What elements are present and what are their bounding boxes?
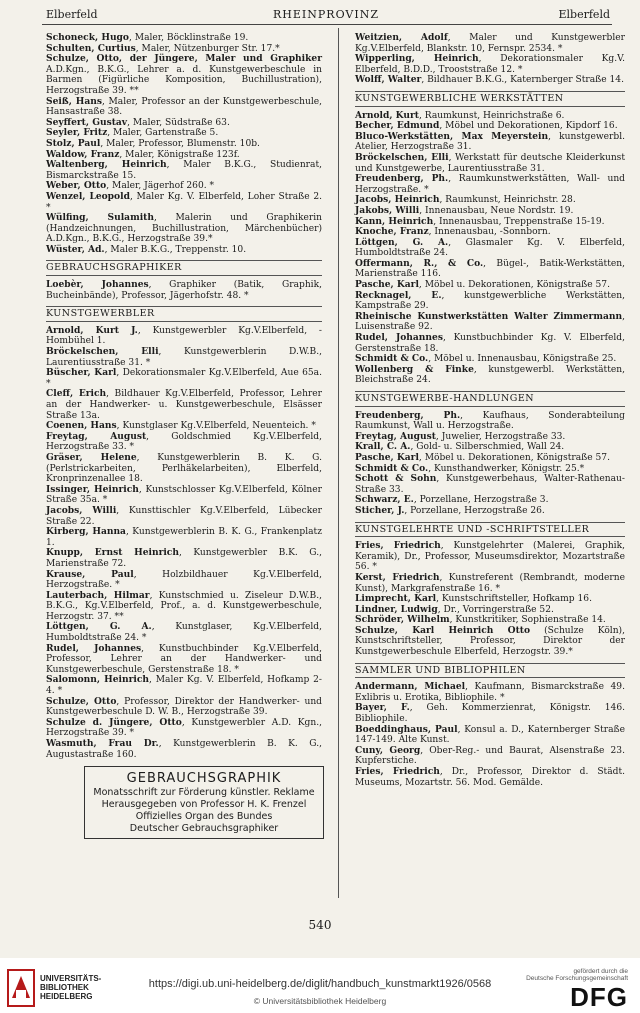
directory-entry: Wüster, Ad., Maler B.K.G., Treppenstr. 10. xyxy=(46,243,247,255)
permalink-url[interactable]: https://digi.ub.uni-heidelberg.de/diglit/handbuch_kunstmarkt1926/0568 xyxy=(148,978,492,990)
directory-entry: Lindner, Ludwig, Dr., Vorringerstraße 52. xyxy=(355,603,554,615)
section-heading-gebrauchsgraphiker: GEBRAUCHSGRAPHIKER xyxy=(46,260,322,276)
entries-kunstgewerbler xyxy=(46,326,322,760)
directory-entry: Kann, Heinrich, Innenausbau, Treppenstraße 15-19. xyxy=(355,215,605,227)
ad-line: Offizielles Organ des Bundes xyxy=(135,811,273,823)
directory-entry: Krall, C. A., Gold- u. Silberschmied, Wall 24. xyxy=(355,441,565,453)
directory-entry: Cuny, Georg, Ober-Reg.- und Baurat, Alsenstraße 23. Kupferstiche. xyxy=(355,744,625,767)
dfg-caption: Deutsche Forschungsgemeinschaft xyxy=(526,975,628,982)
directory-entry: Schmidt & Co., Möbel u. Innenausbau, Königstraße 25. xyxy=(355,353,617,365)
directory-entry: Freytag, August, Juwelier, Herzogstraße 33. xyxy=(355,430,566,442)
header-center: RHEINPROVINZ xyxy=(273,8,379,21)
advertisement-box xyxy=(84,766,324,839)
copyright-notice: © Universitätsbibliothek Heidelberg xyxy=(253,996,387,1006)
directory-entry: Schott & Sohn, Kunstgewerbehaus, Walter-Rathenau-Straße 33. xyxy=(355,473,625,495)
directory-entry: Rheinische Kunstwerkstätten Walter Zimmermann, Luisenstraße 92. xyxy=(355,310,625,333)
ad-title: GEBRAUCHSGRAPHIK xyxy=(126,771,282,787)
logo-line: HEIDELBERG xyxy=(40,992,93,1001)
section-heading-kunstgelehrte: KUNSTGELEHRTE UND -SCHRIFTSTELLER xyxy=(355,522,625,538)
directory-entry: Freudenberg, Ph., Kaufhaus, Sonderabteilung Raumkunst, Wall u. Herzogstraße. xyxy=(355,409,625,432)
running-header xyxy=(42,8,610,22)
directory-entry: Becher, Edmund, Möbel und Dekorationen, Kipdorf 16. xyxy=(355,120,618,132)
directory-entry: Bayer, F., Geh. Kommerzienrat, Königstr. 146. Bibliophile. xyxy=(355,702,625,725)
directory-entry: Waltenberg, Heinrich, Maler B.K.G., Studienrat, Bismarckstraße 15. xyxy=(46,159,322,181)
entries-maler xyxy=(46,33,322,255)
directory-entry: Rudel, Johannes, Kunstbuchbinder Kg.V.Elberfeld, Professor, Lehrer an der Handwerker- und Kunstgewerbeschule, Gerstenstraße 18. * xyxy=(46,642,323,675)
section-heading-kunstgewerbler: KUNSTGEWERBLER xyxy=(46,306,322,322)
directory-entry: Schulze d. Jüngere, Otto, Kunstgewerbler A.D. Kgn., Herzogstraße 39. * xyxy=(46,716,322,739)
directory-entry: Freytag, August, Goldschmied Kg.V.Elberfeld, Herzogstraße 33. * xyxy=(46,430,322,453)
logo-line: UNIVERSITÄTS- xyxy=(40,974,102,983)
entries-sammler xyxy=(355,682,625,788)
ad-line: Herausgegeben von Professor H. K. Frenzel xyxy=(101,799,307,811)
directory-entry: Loebèr, Johannes, Graphiker (Batik, Graphik, Bucheinbände), Professor, Jägerhofstr. 48. * xyxy=(46,279,322,301)
directory-entry: Bröckelschen, Elli, Kunstgewerblerin D.W.B., Laurentiusstraße 31. * xyxy=(46,346,322,368)
ad-line: Deutscher Gebrauchsgraphiker xyxy=(129,823,279,835)
directory-entry: Schmidt & Co., Kunsthandwerker, Königstr. 25.* xyxy=(355,462,585,474)
directory-entry: Gräser, Helene, Kunstgewerblerin B. K. G. (Perlstrickarbeiten, Perlhäkelarbeiten), Elberfeld, Kronprinzenallee 18. xyxy=(46,451,322,485)
right-column xyxy=(355,33,625,788)
entries-werkstaetten xyxy=(355,111,625,386)
directory-entry: Rudel, Johannes, Kunstbuchbinder Kg. V. Elberfeld, Gerstenstraße 18. xyxy=(355,332,625,354)
directory-entry: Schulze, Otto, Professor, Direktor der Handwerker- und Kunstgewerbeschule D. W. B., Herzogstraße 39. xyxy=(46,695,322,718)
page-number: 540 xyxy=(308,918,332,932)
directory-entry: Fries, Friedrich, Kunstgelehrter (Malerei, Graphik, Keramik), Dr., Professor, Museumsdirektor, Mozartstraße 56. * xyxy=(355,540,625,573)
directory-entry: Jacobs, Willi, Kunsttischler Kg.V.Elberfeld, Lübecker Straße 22. xyxy=(46,504,322,527)
directory-entry: Limprecht, Karl, Kunstschriftsteller, Hofkamp 16. xyxy=(355,593,592,605)
left-column xyxy=(46,33,322,839)
directory-entry: Jacobs, Heinrich, Raumkunst, Heinrichstr. 28. xyxy=(355,194,576,206)
directory-entry: Arnold, Kurt, Raumkunst, Heinrichstraße 6. xyxy=(355,109,565,121)
dfg-wordmark: DFG xyxy=(570,982,628,1012)
directory-entry: Weitzien, Adolf, Maler und Kunstgewerbler Kg.V.Elberfeld, Blankstr. 10, Fernspr. 2534. * xyxy=(355,32,625,54)
directory-entry: Recknagel, E., kunstgewerbliche Werkstätten, Kampstraße 29. xyxy=(355,289,625,312)
directory-entry: Schröder, Wilhelm, Kunstkritiker, Sophienstraße 14. xyxy=(355,614,606,626)
directory-entry: Wenzel, Leopold, Maler Kg. V. Elberfeld, Loher Straße 2. * xyxy=(46,190,323,213)
directory-entry: Wasmuth, Frau Dr., Kunstgewerblerin B. K. G., Augustastraße 160. xyxy=(46,738,322,760)
directory-entry: Schwarz, E., Porzellane, Herzogstraße 3. xyxy=(355,494,549,506)
header-left: Elberfeld xyxy=(46,8,98,21)
directory-entry: Andermann, Michael, Kaufmann, Bismarckstraße 49. Exlibris u. Erotika, Bibliophile. * xyxy=(355,681,625,703)
directory-entry: Knupp, Ernst Heinrich, Kunstgewerbler B.K. G., Marienstraße 72. xyxy=(46,547,322,569)
directory-entry: Lauterbach, Hilmar, Kunstschmied u. Ziseleur D.W.B., B.K.G., Kg.V.Elberfeld, Prof., a. d. Kunstgewerbeschule, Herzogstr. 37. ** xyxy=(46,589,322,622)
section-heading-handlungen: KUNSTGEWERBE-HANDLUNGEN xyxy=(355,391,625,407)
directory-entry: Krause, Paul, Holzbildhauer Kg.V.Elberfeld, Herzogstraße. * xyxy=(46,568,322,591)
directory-entry: Pasche, Karl, Möbel u. Dekorationen, Königstraße 57. xyxy=(355,451,610,463)
entries-gebrauchsgraphiker xyxy=(46,280,322,301)
directory-entry: Wülfing, Sulamith, Malerin und Graphikerin (Handzeichnungen, Buchillustration, Märchenbücher) A.D.Kgn., B.K.G., Herzogstraße 39.* xyxy=(46,212,322,245)
directory-entry: Bröckelschen, Elli, Werkstatt für deutsche Kleiderkunst und Kunstgewerbe, Laurentiusstraße 31. xyxy=(355,151,625,174)
directory-entry: Wolff, Walter, Bildhauer B.K.G., Katernberger Straße 14. xyxy=(355,74,624,86)
entries-handlungen xyxy=(355,411,625,517)
entries-kunstgelehrte xyxy=(355,541,625,658)
directory-entry: Jakobs, Willi, Innenausbau, Neue Nordstr. 19. xyxy=(355,204,574,216)
directory-entry: Cleff, Erich, Bildhauer Kg.V.Elberfeld, Professor, Lehrer an der Handwerker- u. Kunstgewerbeschule, Elsässer Straße 13a. xyxy=(46,388,322,421)
directory-entry: Fries, Friedrich, Dr., Professor, Direktor d. Städt. Museums, Mozartstr. 56. Mod. Gemälde. xyxy=(355,766,625,788)
directory-entry: Schulze, Otto, der Jüngere, Maler und Graphiker A.D.Kgn., B.K.G., Lehrer a. d. Kunstgewerbeschule in Barmen (Figürliche Komposition, Buchillustration), Herzogstraße 39. ** xyxy=(46,53,322,96)
directory-entry: Pasche, Karl, Möbel u. Dekorationen, Königstraße 57. xyxy=(355,279,610,291)
dfg-caption: gefördert durch die xyxy=(573,968,628,975)
viewer-footer xyxy=(0,958,640,1013)
directory-entry: Boeddinghaus, Paul, Konsul a. D., Katernberger Straße 147-149. Alte Kunst. xyxy=(355,723,625,746)
directory-entry: Salomonn, Heinrich, Maler Kg. V. Elberfeld, Hofkamp 2-4. * xyxy=(46,674,323,697)
directory-entry: Löttgen, G. A., Glasmaler Kg. V. Elberfeld, Humboldtstraße 24. xyxy=(355,236,625,259)
directory-entry: Seyffert, Gustav, Maler, Südstraße 63. xyxy=(46,116,230,128)
column-divider xyxy=(338,28,339,898)
directory-entry: Schoneck, Hugo, Maler, Böcklinstraße 19. xyxy=(46,32,249,43)
directory-entry: Kerst, Friedrich, Kunstreferent (Rembrandt, moderne Kunst), Markgrafenstraße 16. * xyxy=(355,571,625,594)
directory-entry: Schulten, Curtius, Maler, Nützenburger Str. 17.* xyxy=(46,42,280,54)
directory-entry: Waldow, Franz, Maler, Königstraße 123f. xyxy=(46,148,240,160)
dfg-logo[interactable] xyxy=(526,968,628,1012)
directory-entry: Issinger, Heinrich, Kunstschlosser Kg.V.Elberfeld, Kölner Straße 35a. * xyxy=(46,483,322,506)
section-heading-sammler: SAMMLER UND BIBLIOPHILEN xyxy=(355,663,625,679)
directory-entry: Knoche, Franz, Innenausbau, -Sonnborn. xyxy=(355,226,551,238)
directory-entry: Bluco-Werkstätten, Max Meyerstein, kunstgewerbl. Atelier, Herzogstraße 31. xyxy=(355,130,625,153)
directory-entry: Wollenberg & Finke, kunstgewerbl. Werkstätten, Bleichstraße 24. xyxy=(355,363,625,386)
directory-entry: Wipperling, Heinrich, Dekorationsmaler Kg.V. Elberfeld, B.D.D., Trooststraße 12. * xyxy=(355,53,626,75)
directory-entry: Arnold, Kurt J., Kunstgewerbler Kg.V.Elberfeld, -Hombühel 1. xyxy=(46,324,323,347)
directory-entry: Löttgen, G. A., Kunstglaser, Kg.V.Elberfeld, Humboldtstraße 24. * xyxy=(46,621,322,644)
ad-line: Monatsschrift zur Förderung künstler. Reklame xyxy=(93,787,315,799)
directory-entry: Offermann, R., & Co., Bügel-, Batik-Werkstätten, Marienstraße 116. xyxy=(355,257,625,280)
directory-entry: Kirberg, Hanna, Kunstgewerblerin B. K. G., Frankenplatz 1. xyxy=(46,526,323,548)
entries-maler-cont xyxy=(355,33,625,86)
directory-entry: Weber, Otto, Maler, Jägerhof 260. * xyxy=(46,180,215,192)
directory-entry: Schulze, Karl Heinrich Otto (Schulze Köln), Kunstschriftsteller, Professor, Direktor der Kunstgewerbeschule Elberfeld, Herzogstr. 39.* xyxy=(355,624,625,658)
header-right: Elberfeld xyxy=(558,8,610,21)
directory-entry: Seyler, Fritz, Maler, Gartenstraße 5. xyxy=(46,127,219,139)
logo-line: BIBLIOTHEK xyxy=(40,983,89,992)
directory-entry: Freudenberg, Ph., Raumkunstwerkstätten, Wall- und Herzogstraße. * xyxy=(355,173,626,195)
directory-entry: Stolz, Paul, Maler, Professor, Blumenstr. 10b. xyxy=(46,137,260,149)
directory-entry: Sticher, J., Porzellane, Herzogstraße 26. xyxy=(355,504,545,516)
section-heading-werkstaetten: KUNSTGEWERBLICHE WERKSTÄTTEN xyxy=(355,91,625,107)
header-rule xyxy=(42,24,612,25)
directory-entry: Büscher, Karl, Dekorationsmaler Kg.V.Elberfeld, Aue 65a. * xyxy=(46,367,322,389)
directory-entry: Coenen, Hans, Kunstglaser Kg.V.Elberfeld, Neuenteich. * xyxy=(46,420,316,432)
directory-entry: Seiß, Hans, Maler, Professor an der Kunstgewerbeschule, Hansastraße 38. xyxy=(46,95,323,118)
